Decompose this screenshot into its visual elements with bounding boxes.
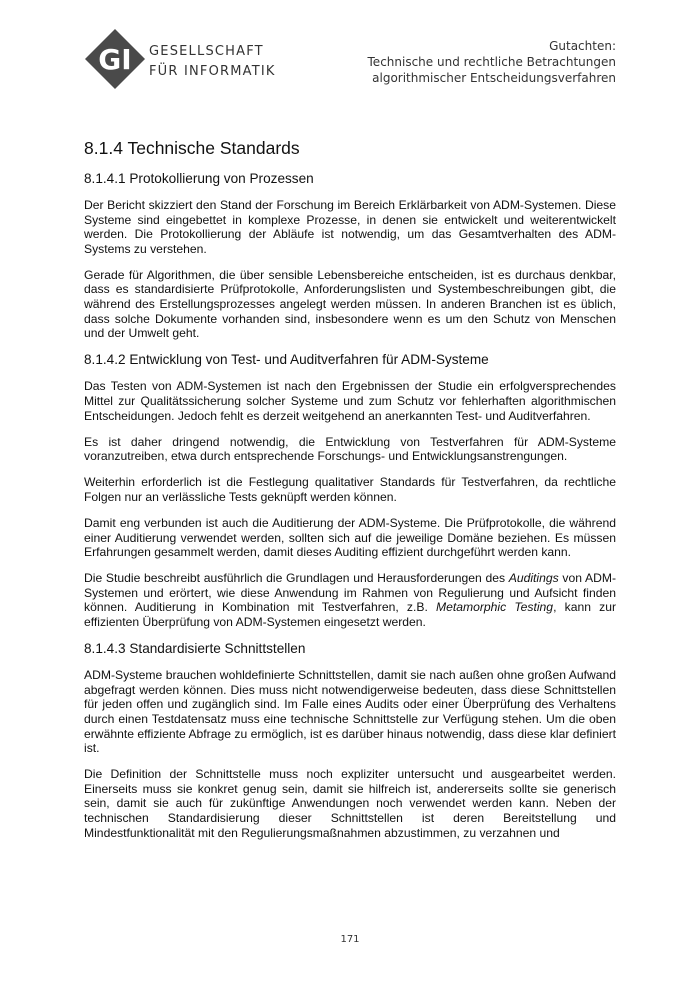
org-line-1: GESELLSCHAFT bbox=[149, 44, 264, 59]
svg-text:GI: GI bbox=[98, 43, 132, 76]
page-header bbox=[0, 0, 700, 110]
paragraph-auditing bbox=[84, 571, 616, 629]
text-run: von ADM-Systemen und erörtert, wie diese Anwendung im Rahmen von Regulierung und Aufsicht finden können. Auditierung in Kombination mit Testverfahren, z.B. bbox=[84, 571, 616, 615]
subsection-title-protokollierung: 8.1.4.1 Protokollierung von Prozessen bbox=[84, 171, 314, 186]
org-name bbox=[149, 42, 276, 82]
section-title: 8.1.4 Technische Standards bbox=[84, 138, 300, 158]
subsection-title-schnittstellen: 8.1.4.3 Standardisierte Schnittstellen bbox=[84, 641, 306, 657]
emphasis-auditings: Auditings bbox=[508, 571, 559, 586]
paragraph: Der Bericht skizziert den Stand der Forschung im Bereich Erklärbarkeit von ADM-Systemen. Diese Systeme sind eingebettet in komplexe Prozesse, in denen sie entwickelt und weiterentwickelt werden. Die Protokollierung der Abläufe ist notwendig, um das Gesamtverhalten des ADM-Systems zu verstehen. bbox=[84, 198, 616, 256]
paragraph: ADM-Systeme brauchen wohldefinierte Schnittstellen, damit sie nach außen ohne großen Aufwand abgefragt werden können. Dies muss nicht notwendigerweise bedeuten, dass diese Schnittstellen für jeden offen und zugänglich sind. Im Falle eines Audits oder einer Überprüfung des Verhaltens durch einen Testdatensatz muss eine technische Schnittstelle zur Verfügung stehen. Um die oben erwähnte effiziente Abfrage zu ermöglich, ist es darüber hinaus notwendig, dass diese klar definiert ist. bbox=[84, 668, 616, 756]
paragraph: Die Definition der Schnittstelle muss noch expliziter untersucht und ausgearbeitet werden. Einerseits muss sie konkret genug sein, damit sie hilfreich ist, andererseits sollte sie generisch sein, damit sie auch für zukünftige Anwendungen noch verwendet werden kann. Neben der technischen Standardisierung dieser Schnittstellen ist deren Bereitstellung und Mindestfunktionalität mit den Regulierungsmaßnahmen abzustimmen, zu verzahnen und bbox=[84, 767, 616, 840]
paragraph: Es ist daher dringend notwendig, die Entwicklung von Testverfahren für ADM-Systeme voranzutreiben, etwa durch entsprechende Forschungs- und Entwicklungsanstrengungen. bbox=[84, 434, 616, 464]
page-content bbox=[84, 138, 616, 852]
paragraph: Gerade für Algorithmen, die über sensible Lebensbereiche entscheiden, ist es durchaus denkbar, dass es standardisierte Prüfprotokolle, Anforderungslisten und Systembeschreibungen gibt, die während des Erstellungsprozesses angelegt werden müssen. In anderen Branchen ist es üblich, dass solche Dokumente vorhanden sind, insbesondere wenn es um den Schutz von Menschen und der Umwelt geht. bbox=[84, 267, 616, 341]
page-number: 171 bbox=[340, 934, 360, 945]
report-title-line-3: algorithmischer Entscheidungsverfahren bbox=[372, 71, 616, 85]
report-title-line-2: Technische und rechtliche Betrachtungen bbox=[367, 55, 616, 69]
report-title bbox=[368, 38, 616, 86]
subsection-title-testverfahren: 8.1.4.2 Entwicklung von Test- und Auditverfahren für ADM-Systeme bbox=[84, 352, 489, 368]
paragraph: Damit eng verbunden ist auch die Auditierung der ADM-Systeme. Die Prüfprotokolle, die während einer Auditierung verwendet werden, sollten sich auf die jeweilige Domäne beziehen. Es müssen Erfahrungen gesammelt werden, damit dieses Auditing effizient durchgeführt werden kann. bbox=[84, 516, 616, 560]
paragraph: Weiterhin erforderlich ist die Festlegung qualitativer Standards für Testverfahren, da rechtliche Folgen nur an verlässliche Tests geknüpft werden können. bbox=[84, 475, 616, 504]
gi-logo-icon bbox=[84, 28, 146, 90]
text-run: , kann zur effizienten Überprüfung von ADM-Systemen eingesetzt werden. bbox=[84, 600, 616, 630]
report-title-line-1: Gutachten: bbox=[549, 39, 616, 53]
paragraph: Das Testen von ADM-Systemen ist nach den Ergebnissen der Studie ein erfolgversprechendes Mittel zur Qualitätssicherung solcher Systeme und zum Schutz vor fehlerhaften algorithmischen Entscheidungen. Jedoch fehlt es derzeit weitgehend an anerkannten Test- und Auditverfahren. bbox=[84, 379, 616, 423]
org-line-2: FÜR INFORMATIK bbox=[149, 64, 276, 79]
emphasis-metamorphic-testing: Metamorphic Testing bbox=[436, 600, 554, 615]
text-run: Die Studie beschreibt ausführlich die Grundlagen und Herausforderungen des bbox=[84, 571, 509, 586]
